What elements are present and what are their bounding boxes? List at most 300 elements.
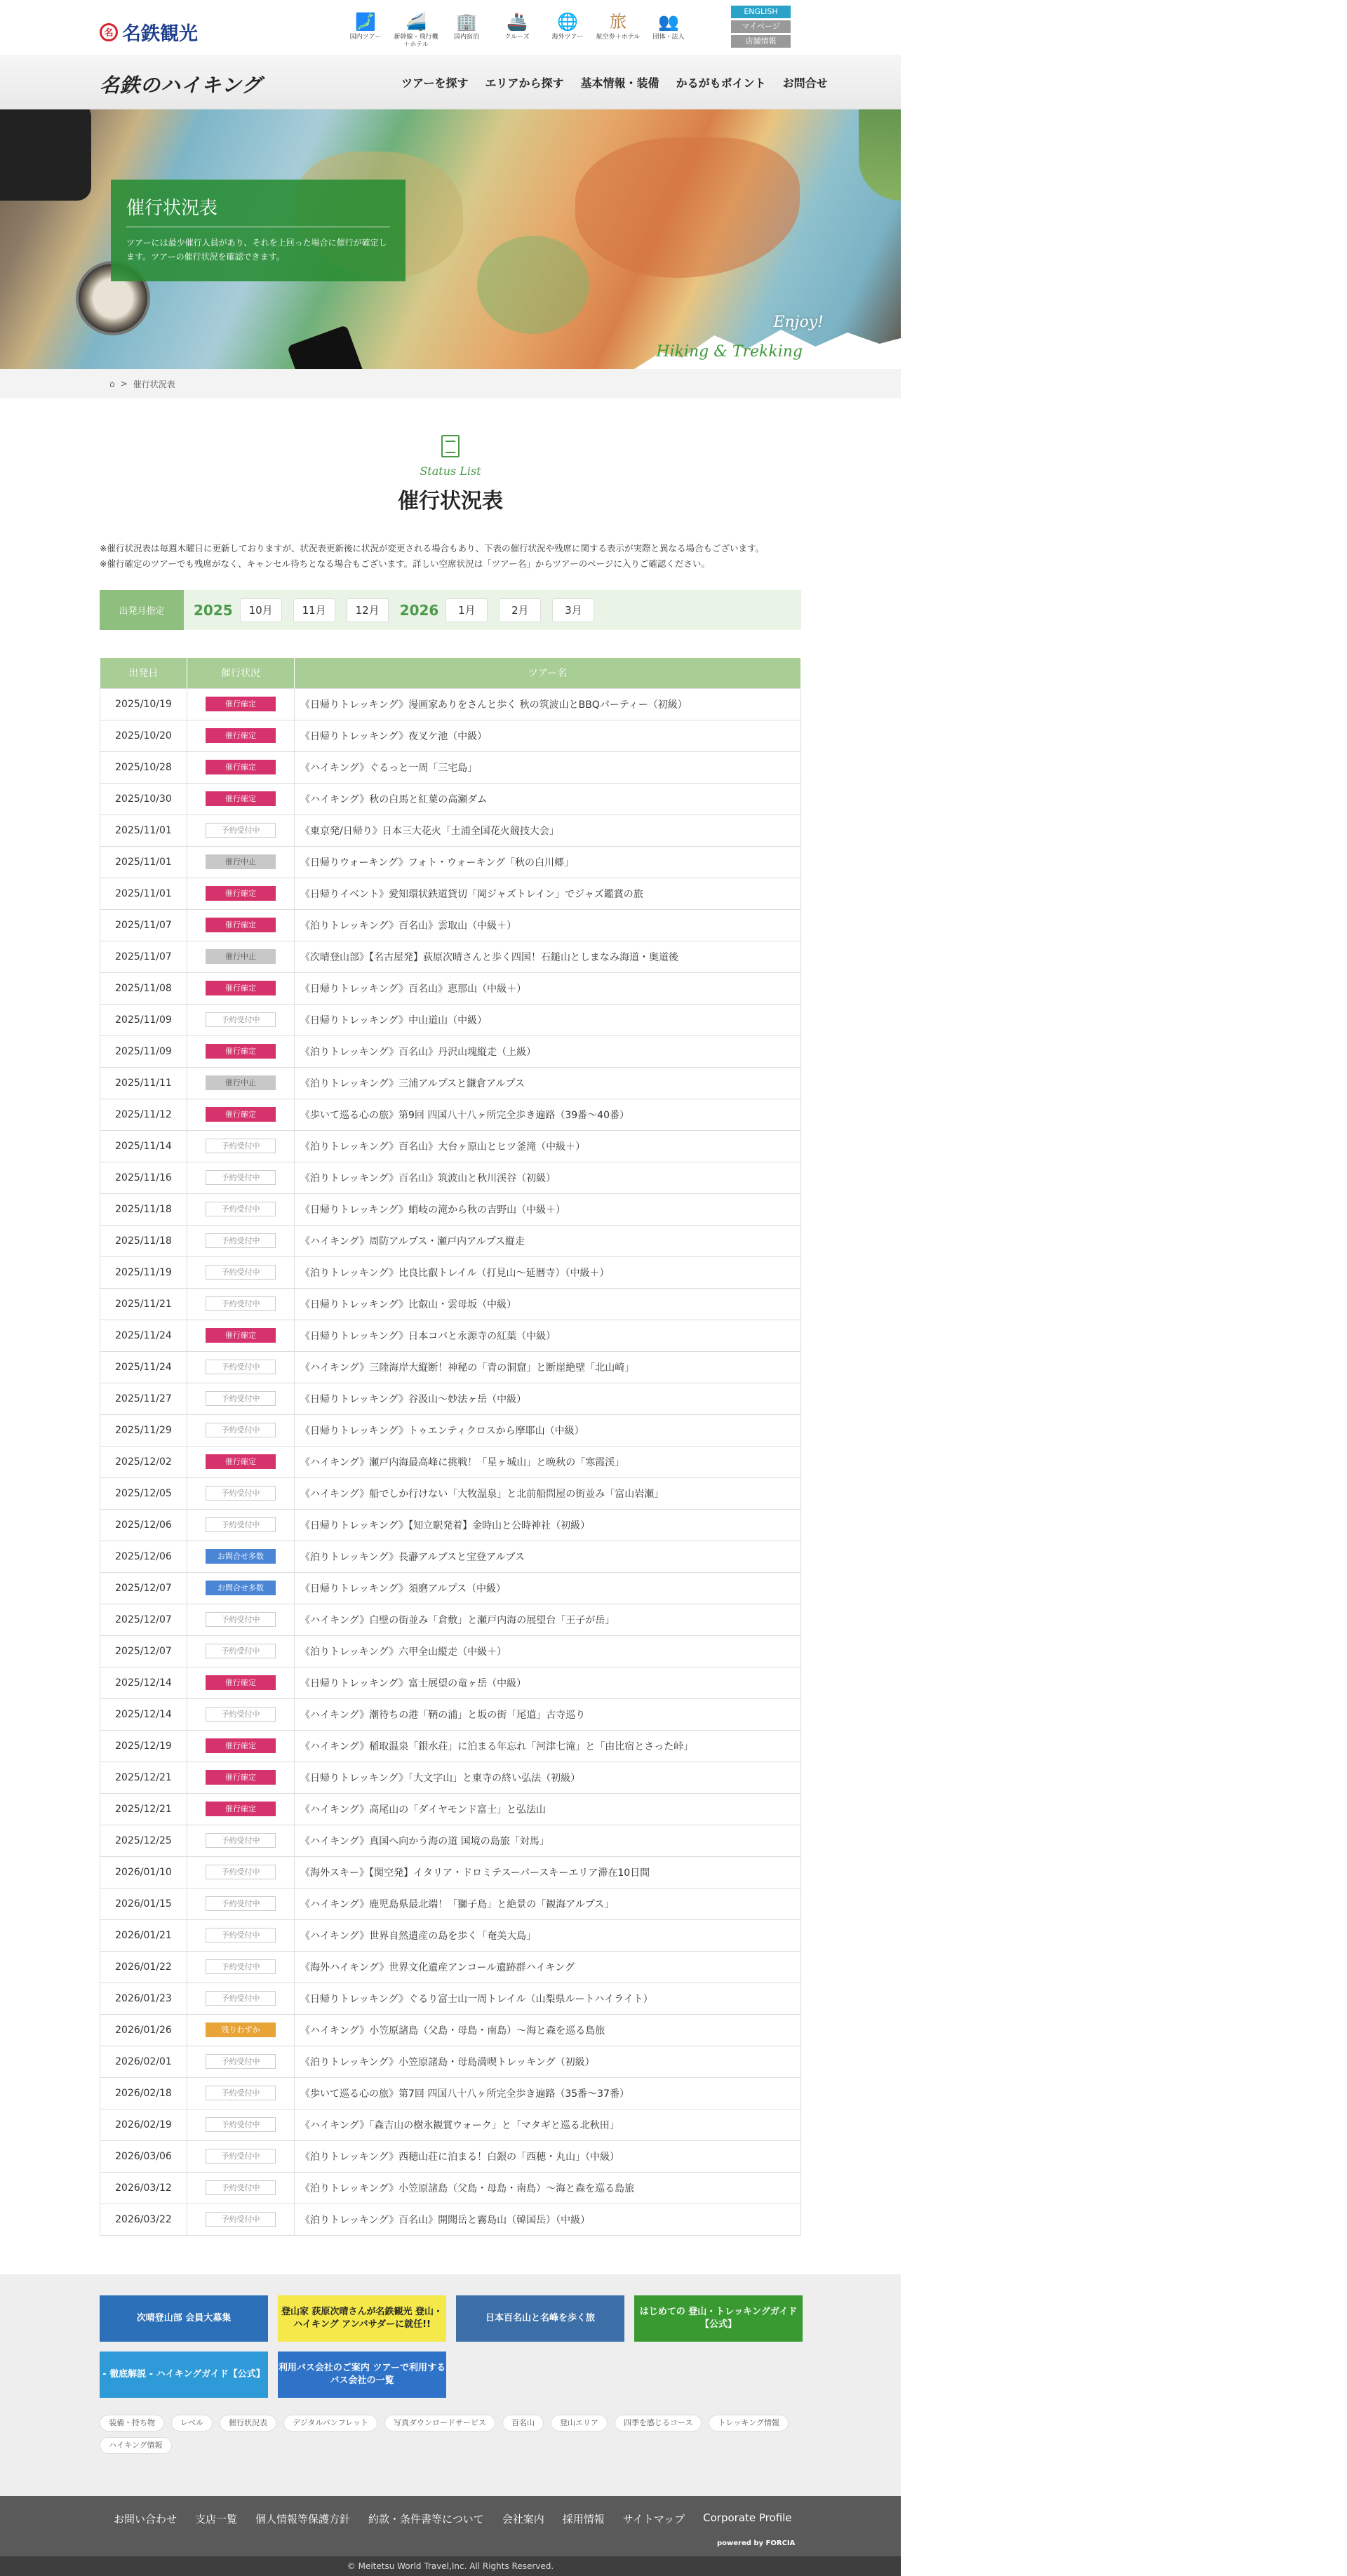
table-row bbox=[100, 1446, 801, 1477]
footer-link[interactable]: 採用情報 bbox=[562, 2513, 605, 2525]
table-row bbox=[100, 2077, 801, 2109]
departure-date: 2026/01/26 bbox=[100, 2014, 187, 2046]
hiking-tagline: Hiking & Trekking bbox=[656, 343, 803, 361]
table-row bbox=[100, 1288, 801, 1320]
status-cell bbox=[187, 1509, 295, 1541]
tour-name-link[interactable]: 《日帰りトレッキング》須磨アルプス（中級） bbox=[295, 1572, 801, 1604]
tour-name-link[interactable]: 《ハイキング》鹿児島県最北端！「獅子島」と絶景の「観海アルプス」 bbox=[295, 1888, 801, 1919]
promo-banner[interactable]: 日本百名山と名峰を歩く旅 bbox=[456, 2295, 624, 2342]
home-icon[interactable]: ⌂ bbox=[109, 379, 115, 389]
promo-banner[interactable]: - 徹底解説 - ハイキングガイド【公式】 bbox=[100, 2352, 268, 2398]
service-label: 航空券＋ホテル bbox=[596, 34, 641, 41]
status-badge: 予約受付中 bbox=[206, 1896, 276, 1911]
tour-name-link[interactable]: 《泊りトレッキング》百名山》丹沢山塊縦走（上級） bbox=[295, 1035, 801, 1067]
nav-item-basic-info[interactable]: 基本情報・装備 bbox=[580, 76, 659, 90]
departure-date: 2026/01/21 bbox=[100, 1919, 187, 1951]
logo-text: 名鉄観光 bbox=[122, 23, 198, 45]
status-cell bbox=[187, 1162, 295, 1193]
tour-name-link[interactable]: 《泊りトレッキング》長瀞アルプスと宝登アルプス bbox=[295, 1541, 801, 1572]
status-cell bbox=[187, 1762, 295, 1793]
table-row bbox=[100, 1951, 801, 1983]
status-cell bbox=[187, 1225, 295, 1256]
table-row bbox=[100, 1919, 801, 1951]
table-row bbox=[100, 1004, 801, 1035]
tour-name-link[interactable]: 《泊りトレッキング》小笠原諸島・母島満喫トレッキング（初級） bbox=[295, 2046, 801, 2077]
tabipad-icon: 旅 bbox=[610, 11, 626, 32]
status-badge: 予約受付中 bbox=[206, 1644, 276, 1658]
tag-link[interactable]: 写真ダウンロードサービス bbox=[384, 2415, 495, 2431]
status-cell bbox=[187, 2172, 295, 2203]
tour-name-link[interactable]: 《日帰りトレッキング》日本コバと永源寺の紅葉（中級） bbox=[295, 1320, 801, 1351]
tour-name-link[interactable]: 《泊りトレッキング》西穂山荘に泊まる！白銀の「西穂・丸山」（中級） bbox=[295, 2140, 801, 2172]
tour-name-link[interactable]: 《日帰りトレッキング》ぐるり富士山一周トレイル（山梨県ルートハイライト） bbox=[295, 1983, 801, 2014]
departure-date: 2025/12/07 bbox=[100, 1572, 187, 1604]
tour-name-link[interactable]: 《日帰りトレッキング》蛸岐の滝から秋の吉野山（中級＋） bbox=[295, 1193, 801, 1225]
status-badge: 催行確定 bbox=[206, 918, 276, 932]
nav-item-contact[interactable]: お問合せ bbox=[782, 76, 828, 90]
table-row bbox=[100, 1130, 801, 1162]
departure-date: 2025/11/24 bbox=[100, 1351, 187, 1383]
tour-name-link[interactable]: 《泊りトレッキング》小笠原諸島（父島・母島・南島）～海と森を巡る島旅 bbox=[295, 2172, 801, 2203]
status-badge: 予約受付中 bbox=[206, 2212, 276, 2227]
table-row bbox=[100, 2109, 801, 2140]
status-cell bbox=[187, 2140, 295, 2172]
status-badge: 予約受付中 bbox=[206, 1991, 276, 2006]
month-filter bbox=[100, 590, 801, 630]
departure-date: 2025/10/28 bbox=[100, 751, 187, 783]
nav-item-points[interactable]: かるがもポイント bbox=[676, 76, 766, 90]
departure-date: 2025/11/11 bbox=[100, 1067, 187, 1099]
top-links bbox=[731, 6, 791, 50]
service-link[interactable] bbox=[393, 10, 439, 49]
tour-name-link[interactable]: 《海外ハイキング》世界文化遺産アンコール遺跡群ハイキング bbox=[295, 1951, 801, 1983]
table-row bbox=[100, 1888, 801, 1919]
departure-date: 2025/11/27 bbox=[100, 1383, 187, 1414]
footer-link[interactable]: Corporate Profile bbox=[703, 2511, 792, 2524]
tour-name-link[interactable]: 《ハイキング》真国へ向かう海の道 国境の島旅「対馬」 bbox=[295, 1825, 801, 1856]
table-row bbox=[100, 1762, 801, 1793]
departure-date: 2026/01/10 bbox=[100, 1856, 187, 1888]
tour-name-link[interactable]: 《日帰りトレッキング》「大文字山」と東寺の終い弘法（初級） bbox=[295, 1762, 801, 1793]
table-row bbox=[100, 1572, 801, 1604]
status-cell bbox=[187, 1004, 295, 1035]
tag-link[interactable]: ハイキング情報 bbox=[100, 2437, 172, 2454]
status-badge: 予約受付中 bbox=[206, 1233, 276, 1248]
japan-map-icon: 🗾 bbox=[355, 11, 376, 32]
departure-date: 2025/11/09 bbox=[100, 1035, 187, 1067]
ship-icon: 🚢 bbox=[507, 11, 528, 32]
footer-link[interactable]: 支店一覧 bbox=[195, 2513, 238, 2525]
status-cell bbox=[187, 1383, 295, 1414]
english-link[interactable]: ENGLISH bbox=[731, 6, 791, 18]
promo-banner[interactable]: 次晴登山部 会員大募集 bbox=[100, 2295, 268, 2342]
service-label: 国内宿泊 bbox=[453, 34, 479, 41]
plant-decoration bbox=[859, 109, 901, 201]
departure-date: 2025/11/12 bbox=[100, 1099, 187, 1130]
table-row bbox=[100, 783, 801, 814]
status-cell bbox=[187, 1667, 295, 1698]
status-cell bbox=[187, 1730, 295, 1762]
status-badge: 予約受付中 bbox=[206, 1265, 276, 1280]
tour-name-link[interactable]: 《日帰りトレッキング》比叡山・雲母坂（中級） bbox=[295, 1288, 801, 1320]
status-badge: お問合せ多数 bbox=[206, 1581, 276, 1595]
departure-date: 2025/12/06 bbox=[100, 1541, 187, 1572]
status-cell bbox=[187, 1856, 295, 1888]
tour-name-link[interactable]: 《泊りトレッキング》比良比叡トレイル（打見山～延暦寺）（中級＋） bbox=[295, 1256, 801, 1288]
month-button[interactable]: 11月 bbox=[293, 598, 335, 622]
table-body bbox=[100, 688, 801, 2235]
tour-name-link[interactable]: 《泊りトレッキング》百名山》筑波山と秋川渓谷（初級） bbox=[295, 1162, 801, 1193]
company-logo[interactable] bbox=[100, 18, 198, 46]
status-cell bbox=[187, 1888, 295, 1919]
departure-date: 2026/03/22 bbox=[100, 2203, 187, 2235]
hero-title: 催行状況表 bbox=[126, 194, 390, 227]
tour-name-link[interactable]: 《ハイキング》ぐるっと一周「三宅島」 bbox=[295, 751, 801, 783]
status-table bbox=[100, 658, 801, 2236]
table-row bbox=[100, 1162, 801, 1193]
departure-date: 2026/01/22 bbox=[100, 1951, 187, 1983]
nav-item-area[interactable]: エリアから探す bbox=[485, 76, 564, 90]
table-row bbox=[100, 2140, 801, 2172]
hotel-icon: 🏢 bbox=[456, 11, 477, 32]
status-badge: 予約受付中 bbox=[206, 1612, 276, 1627]
tour-name-link[interactable]: 《ハイキング》高尾山の「ダイヤモンド富士」と弘法山 bbox=[295, 1793, 801, 1825]
tag-link[interactable]: レベル bbox=[171, 2415, 213, 2431]
tour-name-link[interactable]: 《歩いて巡る心の旅》第9回 四国八十八ヶ所完全歩き遍路（39番～40番） bbox=[295, 1099, 801, 1130]
table-row bbox=[100, 1667, 801, 1698]
tag-link[interactable]: 催行状況表 bbox=[220, 2415, 276, 2431]
status-cell bbox=[187, 1446, 295, 1477]
departure-date: 2025/12/02 bbox=[100, 1446, 187, 1477]
departure-date: 2025/11/18 bbox=[100, 1193, 187, 1225]
service-label: 海外ツアー bbox=[551, 34, 584, 41]
tag-link[interactable]: 四季を感じるコース bbox=[615, 2415, 702, 2431]
table-row bbox=[100, 1856, 801, 1888]
mountain-silhouette bbox=[634, 313, 901, 369]
brand-main: ハイキング bbox=[161, 74, 262, 97]
tour-name-link[interactable]: 《ハイキング》稲取温泉「銀水荘」に泊まる年忘れ「河津七滝」と「由比宿とさった峠」 bbox=[295, 1730, 801, 1762]
table-row bbox=[100, 1067, 801, 1099]
service-link[interactable] bbox=[443, 10, 490, 49]
tour-name-link[interactable]: 《日帰りイベント》愛知環状鉄道貸切「岡ジャズトレイン」でジャズ鑑賞の旅 bbox=[295, 878, 801, 909]
status-cell bbox=[187, 2109, 295, 2140]
status-badge: 予約受付中 bbox=[206, 1391, 276, 1406]
status-badge: 予約受付中 bbox=[206, 2054, 276, 2069]
copyright: © Meitetsu World Travel,Inc. All Rights Reserved. bbox=[0, 2556, 901, 2576]
tour-name-link[interactable]: 《ハイキング》「森吉山の樹氷観賞ウォーク」と「マタギと巡る北秋田」 bbox=[295, 2109, 801, 2140]
status-badge: 催行確定 bbox=[206, 1802, 276, 1816]
table-row bbox=[100, 1414, 801, 1446]
hero-text-box bbox=[111, 180, 406, 281]
status-badge: 催行確定 bbox=[206, 1328, 276, 1343]
nav-item-search-tour[interactable]: ツアーを探す bbox=[401, 76, 469, 90]
status-cell bbox=[187, 1414, 295, 1446]
tour-name-link[interactable]: 《次晴登山部》【名古屋発】荻原次晴さんと歩く四国！石鎚山としまなみ海道・奥道後 bbox=[295, 941, 801, 972]
year-label: 2026 bbox=[399, 601, 439, 619]
status-cell bbox=[187, 751, 295, 783]
month-button[interactable]: 1月 bbox=[445, 598, 488, 622]
tour-name-link[interactable]: 《日帰りトレッキング》中山道山（中級） bbox=[295, 1004, 801, 1035]
status-badge: 予約受付中 bbox=[206, 2180, 276, 2195]
service-link[interactable] bbox=[645, 10, 692, 49]
tour-name-link[interactable]: 《日帰りトレッキング》漫画家ありをさんと歩く 秋の筑波山とBBQパーティー（初級） bbox=[295, 688, 801, 720]
year-label: 2025 bbox=[194, 601, 233, 619]
status-cell bbox=[187, 1541, 295, 1572]
tour-name-link[interactable]: 《日帰りトレッキング》トゥエンティクロスから摩耶山（中級） bbox=[295, 1414, 801, 1446]
departure-date: 2026/03/06 bbox=[100, 2140, 187, 2172]
tour-name-link[interactable]: 《日帰りトレッキング》富士展望の竜ヶ岳（中級） bbox=[295, 1667, 801, 1698]
breadcrumb-current: 催行状況表 bbox=[133, 379, 175, 389]
status-badge: 予約受付中 bbox=[206, 1360, 276, 1374]
status-badge: 予約受付中 bbox=[206, 823, 276, 838]
tour-name-link[interactable]: 《ハイキング》三陸海岸大縦断！神秘の「青の洞窟」と断崖絶壁「北山崎」 bbox=[295, 1351, 801, 1383]
status-cell bbox=[187, 941, 295, 972]
tour-name-link[interactable]: 《泊りトレッキング》六甲全山縦走（中級＋） bbox=[295, 1635, 801, 1667]
status-badge: お問合せ多数 bbox=[206, 1549, 276, 1564]
departure-date: 2025/11/01 bbox=[100, 878, 187, 909]
status-cell bbox=[187, 1320, 295, 1351]
status-badge: 催行確定 bbox=[206, 760, 276, 774]
status-badge: 予約受付中 bbox=[206, 1486, 276, 1501]
map-land-decoration bbox=[477, 236, 589, 334]
status-cell bbox=[187, 814, 295, 846]
footer-link[interactable]: 個人情報等保護方針 bbox=[255, 2513, 351, 2525]
status-badge: 予約受付中 bbox=[206, 1517, 276, 1532]
status-badge: 催行中止 bbox=[206, 949, 276, 964]
tour-name-link[interactable]: 《ハイキング》周防アルプス・瀬戸内アルプス縦走 bbox=[295, 1225, 801, 1256]
tour-name-link[interactable]: 《日帰りウォーキング》フォト・ウォーキング「秋の白川郷」 bbox=[295, 846, 801, 878]
tour-name-link[interactable]: 《泊りトレッキング》百名山》開聞岳と霧島山（韓国岳）（中級） bbox=[295, 2203, 801, 2235]
status-badge: 催行確定 bbox=[206, 1770, 276, 1785]
col-header-status: 催行状況 bbox=[187, 658, 295, 688]
footer-link[interactable]: サイトマップ bbox=[622, 2513, 685, 2525]
tag-link[interactable]: デジタルパンフレット bbox=[283, 2415, 377, 2431]
tour-name-link[interactable]: 《日帰りトレッキング》谷汲山～妙法ヶ岳（中級） bbox=[295, 1383, 801, 1414]
departure-date: 2025/11/09 bbox=[100, 1004, 187, 1035]
promo-banner[interactable]: 利用バス会社のご案内 ツアーで利用するバス会社の一覧 bbox=[278, 2352, 446, 2398]
departure-date: 2026/02/19 bbox=[100, 2109, 187, 2140]
camera-decoration bbox=[0, 109, 91, 201]
table-row bbox=[100, 972, 801, 1004]
table-row bbox=[100, 751, 801, 783]
departure-date: 2025/12/25 bbox=[100, 1825, 187, 1856]
status-badge: 催行確定 bbox=[206, 1738, 276, 1753]
departure-date: 2025/11/19 bbox=[100, 1256, 187, 1288]
promo-banner[interactable]: はじめての 登山・トレッキングガイド【公式】 bbox=[634, 2295, 803, 2342]
status-badge: 予約受付中 bbox=[206, 1296, 276, 1311]
departure-date: 2026/02/18 bbox=[100, 2077, 187, 2109]
status-cell bbox=[187, 2203, 295, 2235]
status-badge: 予約受付中 bbox=[206, 1423, 276, 1437]
table-row bbox=[100, 1541, 801, 1572]
month-button[interactable]: 3月 bbox=[552, 598, 594, 622]
tag-link[interactable]: 登山エリア bbox=[551, 2415, 608, 2431]
departure-date: 2025/10/30 bbox=[100, 783, 187, 814]
tour-name-link[interactable]: 《泊りトレッキング》百名山》雲取山（中級＋） bbox=[295, 909, 801, 941]
status-cell bbox=[187, 783, 295, 814]
status-badge: 催行中止 bbox=[206, 1075, 276, 1090]
nav-menu bbox=[401, 74, 828, 90]
tour-name-link[interactable]: 《日帰りトレッキング》百名山》恵那山（中級＋） bbox=[295, 972, 801, 1004]
status-cell bbox=[187, 1572, 295, 1604]
tour-name-link[interactable]: 《泊りトレッキング》百名山》大台ヶ原山とヒツ釜滝（中級＋） bbox=[295, 1130, 801, 1162]
service-link[interactable] bbox=[494, 10, 540, 49]
table-row bbox=[100, 720, 801, 751]
service-link[interactable] bbox=[544, 10, 591, 49]
status-cell bbox=[187, 972, 295, 1004]
departure-date: 2025/11/24 bbox=[100, 1320, 187, 1351]
table-row bbox=[100, 1099, 801, 1130]
table-row bbox=[100, 814, 801, 846]
table-row bbox=[100, 1351, 801, 1383]
departure-date: 2026/02/01 bbox=[100, 2046, 187, 2077]
status-cell bbox=[187, 1825, 295, 1856]
month-button[interactable]: 12月 bbox=[347, 598, 389, 622]
enjoy-tagline: Enjoy! bbox=[773, 314, 824, 331]
departure-date: 2025/12/21 bbox=[100, 1793, 187, 1825]
tour-name-link[interactable]: 《日帰りトレッキング》夜叉ケ池（中級） bbox=[295, 720, 801, 751]
service-label: 新幹線・飛行機＋ホテル bbox=[394, 34, 438, 48]
status-cell bbox=[187, 2077, 295, 2109]
departure-date: 2025/11/08 bbox=[100, 972, 187, 1004]
promo-banner[interactable]: 登山家 荻原次晴さんが名鉄観光 登山・ハイキング アンバサダーに就任!! bbox=[278, 2295, 446, 2342]
table-row bbox=[100, 1225, 801, 1256]
status-badge: 催行確定 bbox=[206, 886, 276, 901]
tour-name-link[interactable]: 《東京発/日帰り》日本三大花火「土浦全国花火競技大会」 bbox=[295, 814, 801, 846]
status-badge: 残りわずか bbox=[206, 2022, 276, 2037]
departure-date: 2025/12/14 bbox=[100, 1698, 187, 1730]
table-row bbox=[100, 1698, 801, 1730]
departure-date: 2025/11/01 bbox=[100, 814, 187, 846]
tour-name-link[interactable]: 《ハイキング》秋の白馬と紅葉の高瀬ダム bbox=[295, 783, 801, 814]
status-badge: 催行確定 bbox=[206, 1044, 276, 1059]
tour-name-link[interactable]: 《日帰りトレッキング》【知立駅発着】金時山と公時神社（初級） bbox=[295, 1509, 801, 1541]
status-cell bbox=[187, 688, 295, 720]
tour-name-link[interactable]: 《ハイキング》白壁の街並み「倉敷」と瀬戸内海の展望台「王子が岳」 bbox=[295, 1604, 801, 1635]
departure-date: 2025/10/19 bbox=[100, 688, 187, 720]
status-badge: 催行確定 bbox=[206, 1454, 276, 1469]
top-bar bbox=[0, 0, 901, 55]
status-badge: 催行確定 bbox=[206, 1675, 276, 1690]
table-row bbox=[100, 1825, 801, 1856]
departure-date: 2025/11/01 bbox=[100, 846, 187, 878]
table-row bbox=[100, 1604, 801, 1635]
service-label: 団体・法人 bbox=[652, 34, 685, 41]
table-row bbox=[100, 1256, 801, 1288]
tour-name-link[interactable]: 《ハイキング》世界自然遺産の島を歩く「奄美大島」 bbox=[295, 1919, 801, 1951]
departure-date: 2025/11/16 bbox=[100, 1162, 187, 1193]
departure-date: 2025/11/14 bbox=[100, 1130, 187, 1162]
tour-name-link[interactable]: 《海外スキー》【関空発】イタリア・ドロミテスーパースキーエリア滞在10日間 bbox=[295, 1856, 801, 1888]
table-row bbox=[100, 1730, 801, 1762]
brand-prefix: 名鉄の bbox=[100, 74, 161, 97]
departure-date: 2025/11/07 bbox=[100, 909, 187, 941]
departure-date: 2026/01/15 bbox=[100, 1888, 187, 1919]
status-badge: 催行確定 bbox=[206, 981, 276, 995]
status-cell bbox=[187, 1351, 295, 1383]
tour-name-link[interactable]: 《泊りトレッキング》三浦アルプスと鎌倉アルプス bbox=[295, 1067, 801, 1099]
service-link[interactable] bbox=[342, 10, 389, 49]
table-row bbox=[100, 1320, 801, 1351]
tour-name-link[interactable]: 《ハイキング》瀬戸内海最高峰に挑戦！「星ヶ城山」と晩秋の「寒霞渓」 bbox=[295, 1446, 801, 1477]
departure-date: 2025/11/21 bbox=[100, 1288, 187, 1320]
table-row bbox=[100, 1383, 801, 1414]
tour-name-link[interactable]: 《ハイキング》小笠原諸島（父島・母島・南島）～海と森を巡る島旅 bbox=[295, 2014, 801, 2046]
service-link[interactable] bbox=[595, 10, 641, 49]
month-button[interactable]: 10月 bbox=[240, 598, 282, 622]
status-badge: 催行確定 bbox=[206, 1107, 276, 1122]
departure-date: 2025/12/14 bbox=[100, 1667, 187, 1698]
status-cell bbox=[187, 1477, 295, 1509]
status-cell bbox=[187, 1130, 295, 1162]
tag-list bbox=[100, 2415, 801, 2454]
tour-name-link[interactable]: 《歩いて巡る心の旅》第7回 四国八十八ヶ所完全歩き遍路（35番～37番） bbox=[295, 2077, 801, 2109]
tag-link[interactable]: 百名山 bbox=[502, 2415, 544, 2431]
map-land-decoration bbox=[575, 137, 800, 278]
table-row bbox=[100, 1193, 801, 1225]
status-cell bbox=[187, 1067, 295, 1099]
breadcrumb-separator: > bbox=[120, 379, 128, 389]
col-header-date: 出発日 bbox=[100, 658, 187, 688]
tag-link[interactable]: トレッキング情報 bbox=[709, 2415, 789, 2431]
status-cell bbox=[187, 1793, 295, 1825]
mypage-link[interactable]: マイページ bbox=[731, 20, 791, 33]
status-cell bbox=[187, 2014, 295, 2046]
section-header bbox=[0, 398, 901, 514]
month-button[interactable]: 2月 bbox=[499, 598, 541, 622]
phone-decoration bbox=[287, 325, 366, 369]
status-badge: 予約受付中 bbox=[206, 1959, 276, 1974]
store-info-link[interactable]: 店舗情報 bbox=[731, 35, 791, 48]
tour-name-link[interactable]: 《ハイキング》潮待ちの港「鞆の浦」と坂の街「尾道」古寺巡り bbox=[295, 1698, 801, 1730]
status-cell bbox=[187, 1288, 295, 1320]
status-cell bbox=[187, 1193, 295, 1225]
note-line: ※催行確定のツアーでも残席がなく、キャンセル待ちとなる場合もございます。詳しい空席状況は「ツアー名」からツアーのページに入りご確認ください。 bbox=[100, 558, 710, 569]
tour-name-link[interactable]: 《ハイキング》船でしか行けない「大牧温泉」と北前船問屋の街並み「富山岩瀬」 bbox=[295, 1477, 801, 1509]
col-header-tour: ツアー名 bbox=[295, 658, 801, 688]
status-cell bbox=[187, 878, 295, 909]
departure-date: 2026/01/23 bbox=[100, 1983, 187, 2014]
status-badge: 予約受付中 bbox=[206, 1170, 276, 1185]
train-plane-icon: 🚄 bbox=[406, 11, 427, 32]
note-line: ※催行状況表は毎週木曜日に更新しておりますが、状況表更新後に状況が変更される場合もあり、下表の催行状況や残席に関する表示が実際と異なる場合もございます。 bbox=[100, 543, 764, 554]
footer-link[interactable]: お問い合わせ bbox=[114, 2513, 177, 2525]
status-cell bbox=[187, 1951, 295, 1983]
departure-date: 2025/10/20 bbox=[100, 720, 187, 751]
departure-date: 2025/12/06 bbox=[100, 1509, 187, 1541]
hero-banner bbox=[0, 109, 901, 369]
status-cell bbox=[187, 1035, 295, 1067]
hero-description: ツアーには最少催行人員があり、それを上回った場合に催行が確定します。ツアーの催行状況を確認できます。 bbox=[126, 238, 387, 262]
group-icon: 👥 bbox=[658, 11, 679, 32]
table-header-row bbox=[100, 658, 801, 688]
status-badge: 催行中止 bbox=[206, 854, 276, 869]
status-cell bbox=[187, 1635, 295, 1667]
status-badge: 予約受付中 bbox=[206, 1139, 276, 1153]
status-badge: 予約受付中 bbox=[206, 1707, 276, 1722]
footer-link[interactable]: 会社案内 bbox=[502, 2513, 544, 2525]
globe-icon: 🌐 bbox=[557, 11, 578, 32]
month-filter-label: 出発月指定 bbox=[100, 590, 184, 630]
tag-link[interactable]: 装備・持ち物 bbox=[100, 2415, 164, 2431]
status-badge: 予約受付中 bbox=[206, 2086, 276, 2100]
footer-link[interactable]: 約款・条件書等について bbox=[368, 2513, 484, 2525]
footer-banners bbox=[0, 2274, 901, 2496]
powered-by: powered by FORCIA bbox=[717, 2540, 796, 2547]
status-cell bbox=[187, 1604, 295, 1635]
status-cell bbox=[187, 1698, 295, 1730]
site-brand[interactable] bbox=[100, 70, 262, 98]
